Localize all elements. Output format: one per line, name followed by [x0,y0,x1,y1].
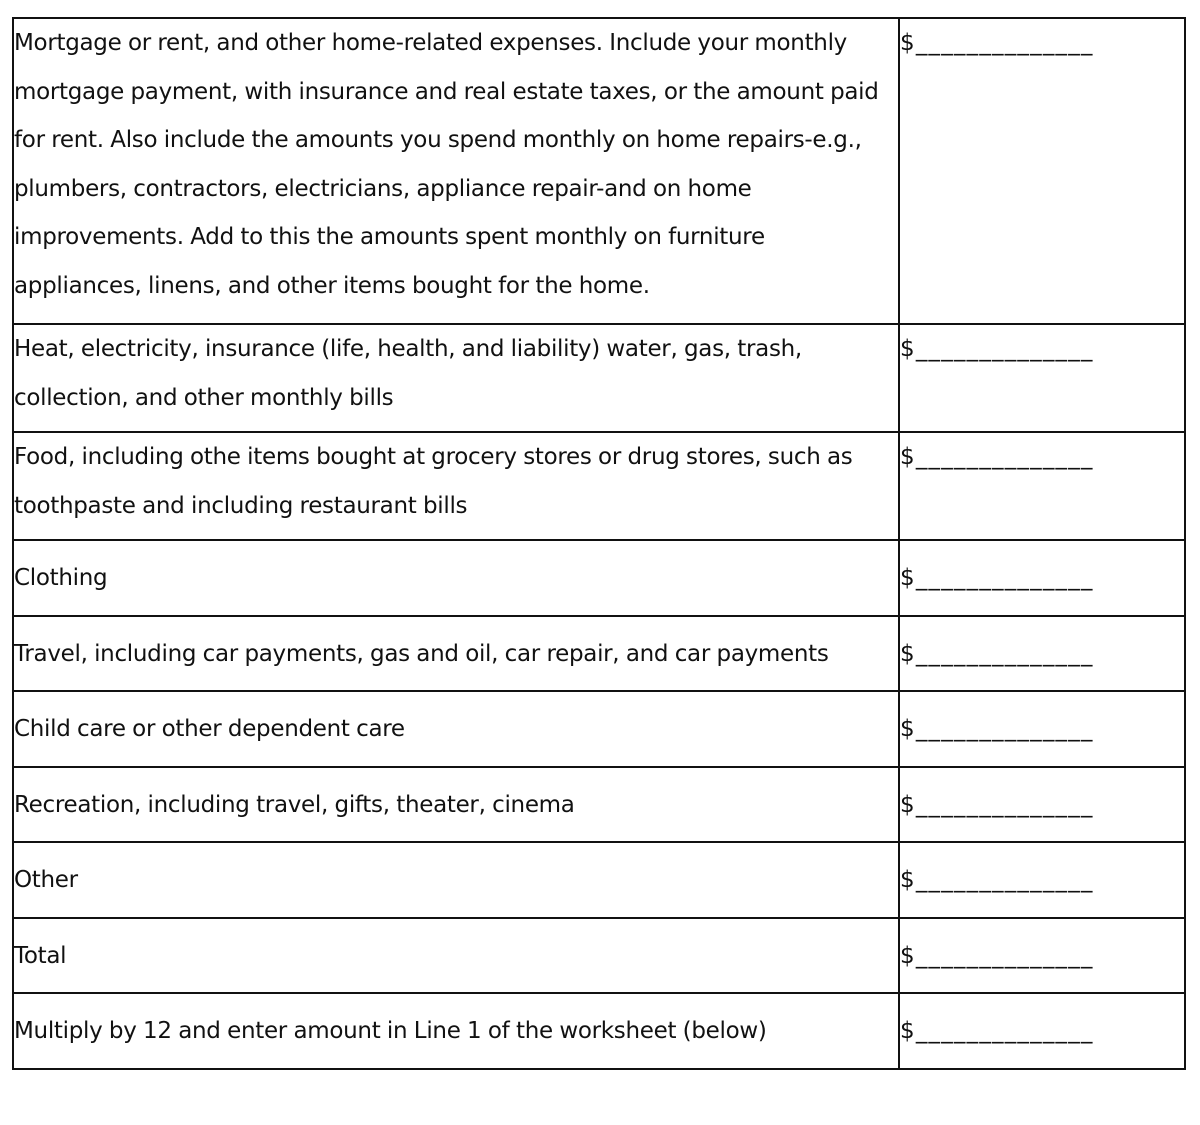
row-description: Child care or other dependent care [13,691,899,767]
table-row-clothing [13,540,1185,616]
row-description: Food, including othe items bought at grocery stores or drug stores, such as toothpaste and including restaurant bills [13,432,899,540]
amount-blank-field[interactable]: $______________ [899,993,1185,1069]
amount-blank-field[interactable]: $______________ [899,616,1185,692]
row-description: Mortgage or rent, and other home-related expenses. Include your monthly mortgage payment, with insurance and real estate taxes, or the amount paid for rent. Also include the amounts you spend monthly on home repairs-e.g., plumbers, contractors, electricians, appliance repair-and on home improvements. Add to this the amounts spent monthly on furniture appliances, linens, and other items bought for the home. [13,18,899,324]
table-row-home-expenses [13,18,1185,324]
amount-blank-field[interactable]: $______________ [899,691,1185,767]
row-description: Clothing [13,540,899,616]
table-row-child-care [13,691,1185,767]
table-row-other [13,842,1185,918]
amount-blank-field[interactable]: $______________ [899,767,1185,843]
row-description: Total [13,918,899,994]
amount-blank-field[interactable]: $______________ [899,918,1185,994]
row-description: Recreation, including travel, gifts, theater, cinema [13,767,899,843]
expense-table [12,17,1186,1070]
table-row-travel [13,616,1185,692]
amount-blank-field[interactable]: $______________ [899,324,1185,432]
row-description: Heat, electricity, insurance (life, health, and liability) water, gas, trash, collection, and other monthly bills [13,324,899,432]
table-row-utilities [13,324,1185,432]
amount-blank-field[interactable]: $______________ [899,540,1185,616]
table-row-total [13,918,1185,994]
row-description: Travel, including car payments, gas and oil, car repair, and car payments [13,616,899,692]
amount-blank-field[interactable]: $______________ [899,432,1185,540]
table-row-food [13,432,1185,540]
amount-blank-field[interactable]: $______________ [899,18,1185,324]
row-description: Multiply by 12 and enter amount in Line 1 of the worksheet (below) [13,993,899,1069]
table-row-annual-multiply [13,993,1185,1069]
amount-blank-field[interactable]: $______________ [899,842,1185,918]
row-description: Other [13,842,899,918]
table-row-recreation [13,767,1185,843]
